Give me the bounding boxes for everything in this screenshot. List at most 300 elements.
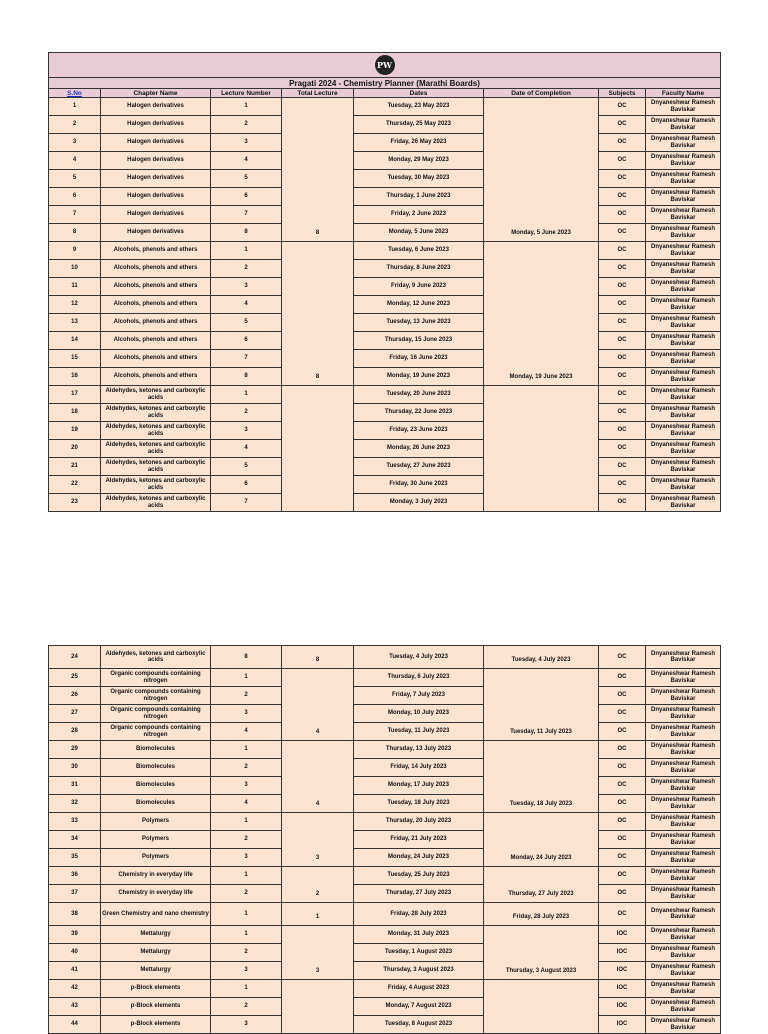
subject-cell: OC: [599, 404, 646, 422]
subject-cell: OC: [599, 777, 646, 795]
sno-cell: 8: [49, 224, 101, 242]
faculty-cell: Dnyaneshwar Ramesh Baviskar: [646, 98, 721, 116]
date-cell: Monday, 31 July 2023: [354, 926, 484, 944]
subject-cell: OC: [599, 669, 646, 687]
pw-logo: PW: [375, 55, 395, 75]
table-row: [49, 705, 721, 723]
sno-cell: 22: [49, 476, 101, 494]
sno-cell: 25: [49, 669, 101, 687]
date-cell: Friday, 21 July 2023: [354, 831, 484, 849]
subject-cell: OC: [599, 242, 646, 260]
sno-cell: 28: [49, 723, 101, 741]
sno-cell: 13: [49, 314, 101, 332]
date-cell: Friday, 9 June 2023: [354, 278, 484, 296]
completion-date-cell: Thursday, 3 August 2023: [484, 926, 599, 980]
chapter-cell: Biomolecules: [101, 795, 211, 813]
subject-cell: OC: [599, 813, 646, 831]
date-cell: Thursday, 25 May 2023: [354, 116, 484, 134]
sno-cell: 15: [49, 350, 101, 368]
date-cell: Friday, 4 August 2023: [354, 980, 484, 998]
completion-date-cell: [484, 386, 599, 512]
sno-cell: 39: [49, 926, 101, 944]
lecture-cell: 4: [211, 795, 282, 813]
lecture-cell: 7: [211, 350, 282, 368]
faculty-cell: Dnyaneshwar Ramesh Baviskar: [646, 1016, 721, 1034]
chapter-cell: Polymers: [101, 813, 211, 831]
table-row: [49, 687, 721, 705]
faculty-cell: Dnyaneshwar Ramesh Baviskar: [646, 759, 721, 777]
completion-date-cell: Monday, 5 June 2023: [484, 98, 599, 242]
date-cell: Monday, 7 August 2023: [354, 998, 484, 1016]
completion-date-cell: Monday, 24 July 2023: [484, 813, 599, 867]
table-row: [49, 152, 721, 170]
lecture-cell: 2: [211, 116, 282, 134]
total-lecture-cell: 3: [282, 813, 354, 867]
sno-cell: 7: [49, 206, 101, 224]
lecture-cell: 1: [211, 926, 282, 944]
faculty-cell: Dnyaneshwar Ramesh Baviskar: [646, 152, 721, 170]
date-cell: Thursday, 22 June 2023: [354, 404, 484, 422]
table-row: [49, 926, 721, 944]
subject-cell: OC: [599, 386, 646, 404]
lecture-cell: 1: [211, 903, 282, 926]
table-row: [49, 332, 721, 350]
chapter-cell: Halogen derivatives: [101, 170, 211, 188]
lecture-cell: 2: [211, 998, 282, 1016]
header-lecture: Lecture Number: [211, 89, 282, 98]
total-lecture-cell: 4: [282, 669, 354, 741]
chapter-cell: Alcohols, phenols and ethers: [101, 296, 211, 314]
sno-cell: 26: [49, 687, 101, 705]
total-lecture-cell: 8: [282, 98, 354, 242]
lecture-cell: 4: [211, 440, 282, 458]
chapter-cell: Biomolecules: [101, 759, 211, 777]
chapter-cell: Chemistry in everyday life: [101, 885, 211, 903]
table-row: [49, 777, 721, 795]
faculty-cell: Dnyaneshwar Ramesh Baviskar: [646, 260, 721, 278]
header-subjects: Subjects: [599, 89, 646, 98]
lecture-cell: 5: [211, 458, 282, 476]
subject-cell: OC: [599, 903, 646, 926]
lecture-cell: 3: [211, 962, 282, 980]
sno-cell: 9: [49, 242, 101, 260]
chapter-cell: Aldehydes, ketones and carboxylic acids: [101, 386, 211, 404]
chapter-cell: Halogen derivatives: [101, 116, 211, 134]
subject-cell: OC: [599, 152, 646, 170]
date-cell: Friday, 7 July 2023: [354, 687, 484, 705]
subject-cell: OC: [599, 885, 646, 903]
date-cell: Thursday, 13 July 2023: [354, 741, 484, 759]
faculty-cell: Dnyaneshwar Ramesh Baviskar: [646, 867, 721, 885]
date-cell: Tuesday, 13 June 2023: [354, 314, 484, 332]
table-row: [49, 813, 721, 831]
date-cell: Thursday, 1 June 2023: [354, 188, 484, 206]
faculty-cell: Dnyaneshwar Ramesh Baviskar: [646, 885, 721, 903]
sno-cell: 41: [49, 962, 101, 980]
table-row: [49, 962, 721, 980]
chapter-cell: p-Block elements: [101, 998, 211, 1016]
chapter-cell: Aldehydes, ketones and carboxylic acids: [101, 422, 211, 440]
date-cell: Monday, 17 July 2023: [354, 777, 484, 795]
total-lecture-cell: 3: [282, 926, 354, 980]
faculty-cell: Dnyaneshwar Ramesh Baviskar: [646, 795, 721, 813]
faculty-cell: Dnyaneshwar Ramesh Baviskar: [646, 494, 721, 512]
faculty-cell: Dnyaneshwar Ramesh Baviskar: [646, 242, 721, 260]
chapter-cell: Mettalurgy: [101, 926, 211, 944]
subject-cell: IOC: [599, 944, 646, 962]
subject-cell: OC: [599, 350, 646, 368]
subject-cell: OC: [599, 494, 646, 512]
table-row: [49, 188, 721, 206]
faculty-cell: Dnyaneshwar Ramesh Baviskar: [646, 278, 721, 296]
table-row: [49, 314, 721, 332]
header-dates: Dates: [354, 89, 484, 98]
table-row: [49, 998, 721, 1016]
sno-cell: 24: [49, 646, 101, 669]
sno-cell: 19: [49, 422, 101, 440]
date-cell: Tuesday, 8 August 2023: [354, 1016, 484, 1034]
chapter-cell: Green Chemistry and nano chemistry: [101, 903, 211, 926]
chapter-cell: Alcohols, phenols and ethers: [101, 332, 211, 350]
planner-table-part-2: [48, 645, 721, 1034]
date-cell: Tuesday, 30 May 2023: [354, 170, 484, 188]
date-cell: Tuesday, 4 July 2023: [354, 646, 484, 669]
subject-cell: OC: [599, 368, 646, 386]
subject-cell: OC: [599, 705, 646, 723]
chapter-cell: Halogen derivatives: [101, 134, 211, 152]
lecture-cell: 2: [211, 944, 282, 962]
sno-cell: 1: [49, 98, 101, 116]
lecture-cell: 5: [211, 314, 282, 332]
date-cell: Friday, 26 May 2023: [354, 134, 484, 152]
subject-cell: OC: [599, 723, 646, 741]
sno-cell: 2: [49, 116, 101, 134]
sno-cell: 10: [49, 260, 101, 278]
total-lecture-cell: 1: [282, 903, 354, 926]
chapter-cell: Aldehydes, ketones and carboxylic acids: [101, 646, 211, 669]
table-row: [49, 885, 721, 903]
lecture-cell: 2: [211, 885, 282, 903]
lecture-cell: 7: [211, 206, 282, 224]
date-cell: Thursday, 15 June 2023: [354, 332, 484, 350]
sno-cell: 44: [49, 1016, 101, 1034]
lecture-cell: 1: [211, 867, 282, 885]
date-cell: Friday, 30 June 2023: [354, 476, 484, 494]
subject-cell: OC: [599, 795, 646, 813]
completion-date-cell: Tuesday, 11 July 2023: [484, 669, 599, 741]
chapter-cell: Alcohols, phenols and ethers: [101, 368, 211, 386]
subject-cell: OC: [599, 98, 646, 116]
table-row: [49, 795, 721, 813]
lecture-cell: 6: [211, 332, 282, 350]
chapter-cell: Alcohols, phenols and ethers: [101, 242, 211, 260]
total-lecture-cell: 2: [282, 867, 354, 903]
total-lecture-cell: 8: [282, 646, 354, 669]
table-row: [49, 260, 721, 278]
sno-cell: 40: [49, 944, 101, 962]
date-cell: Monday, 3 July 2023: [354, 494, 484, 512]
faculty-cell: Dnyaneshwar Ramesh Baviskar: [646, 741, 721, 759]
chapter-cell: Organic compounds containing nitrogen: [101, 669, 211, 687]
header-total: Total Lecture: [282, 89, 354, 98]
subject-cell: OC: [599, 188, 646, 206]
faculty-cell: Dnyaneshwar Ramesh Baviskar: [646, 980, 721, 998]
total-lecture-cell: 8: [282, 242, 354, 386]
subject-cell: OC: [599, 332, 646, 350]
faculty-cell: Dnyaneshwar Ramesh Baviskar: [646, 422, 721, 440]
subject-cell: OC: [599, 170, 646, 188]
sno-cell: 14: [49, 332, 101, 350]
date-cell: Monday, 19 June 2023: [354, 368, 484, 386]
chapter-cell: Organic compounds containing nitrogen: [101, 687, 211, 705]
sno-cell: 12: [49, 296, 101, 314]
table-row: [49, 646, 721, 669]
table-row: [49, 98, 721, 116]
lecture-cell: 1: [211, 98, 282, 116]
table-row: [49, 278, 721, 296]
sno-cell: 18: [49, 404, 101, 422]
table-row: [49, 1016, 721, 1034]
faculty-cell: Dnyaneshwar Ramesh Baviskar: [646, 646, 721, 669]
faculty-cell: Dnyaneshwar Ramesh Baviskar: [646, 332, 721, 350]
date-cell: Friday, 23 June 2023: [354, 422, 484, 440]
date-cell: Tuesday, 23 May 2023: [354, 98, 484, 116]
table-row: [49, 350, 721, 368]
date-cell: Tuesday, 6 June 2023: [354, 242, 484, 260]
table-row: [49, 476, 721, 494]
header-completion: Date of Completion: [484, 89, 599, 98]
faculty-cell: Dnyaneshwar Ramesh Baviskar: [646, 777, 721, 795]
subject-cell: OC: [599, 314, 646, 332]
lecture-cell: 5: [211, 170, 282, 188]
sno-cell: 5: [49, 170, 101, 188]
date-cell: Monday, 5 June 2023: [354, 224, 484, 242]
total-lecture-cell: [282, 980, 354, 1034]
date-cell: Tuesday, 18 July 2023: [354, 795, 484, 813]
table-row: [49, 944, 721, 962]
lecture-cell: 2: [211, 404, 282, 422]
date-cell: Thursday, 6 July 2023: [354, 669, 484, 687]
lecture-cell: 3: [211, 849, 282, 867]
date-cell: Tuesday, 1 August 2023: [354, 944, 484, 962]
lecture-cell: 6: [211, 188, 282, 206]
date-cell: Monday, 24 July 2023: [354, 849, 484, 867]
faculty-cell: Dnyaneshwar Ramesh Baviskar: [646, 687, 721, 705]
table-row: [49, 386, 721, 404]
chapter-cell: p-Block elements: [101, 1016, 211, 1034]
faculty-cell: Dnyaneshwar Ramesh Baviskar: [646, 903, 721, 926]
date-cell: Friday, 2 June 2023: [354, 206, 484, 224]
chapter-cell: Halogen derivatives: [101, 206, 211, 224]
sno-cell: 11: [49, 278, 101, 296]
faculty-cell: Dnyaneshwar Ramesh Baviskar: [646, 831, 721, 849]
table-row: [49, 723, 721, 741]
chapter-cell: Halogen derivatives: [101, 188, 211, 206]
chapter-cell: Aldehydes, ketones and carboxylic acids: [101, 404, 211, 422]
faculty-cell: Dnyaneshwar Ramesh Baviskar: [646, 404, 721, 422]
sno-cell: 31: [49, 777, 101, 795]
subject-cell: OC: [599, 831, 646, 849]
sno-cell: 20: [49, 440, 101, 458]
faculty-cell: Dnyaneshwar Ramesh Baviskar: [646, 926, 721, 944]
lecture-cell: 6: [211, 476, 282, 494]
table-row: [49, 903, 721, 926]
subject-cell: IOC: [599, 980, 646, 998]
chapter-cell: Halogen derivatives: [101, 98, 211, 116]
chapter-cell: Biomolecules: [101, 741, 211, 759]
date-cell: Thursday, 20 July 2023: [354, 813, 484, 831]
table-row: [49, 494, 721, 512]
lecture-cell: 1: [211, 980, 282, 998]
table-row: [49, 849, 721, 867]
subject-cell: OC: [599, 278, 646, 296]
chapter-cell: Mettalurgy: [101, 962, 211, 980]
faculty-cell: Dnyaneshwar Ramesh Baviskar: [646, 170, 721, 188]
lecture-cell: 1: [211, 813, 282, 831]
table-row: [49, 170, 721, 188]
lecture-cell: 2: [211, 759, 282, 777]
sno-cell: 34: [49, 831, 101, 849]
lecture-cell: 1: [211, 741, 282, 759]
logo-cell: [49, 53, 721, 78]
faculty-cell: Dnyaneshwar Ramesh Baviskar: [646, 440, 721, 458]
chapter-cell: Halogen derivatives: [101, 152, 211, 170]
chapter-cell: Alcohols, phenols and ethers: [101, 260, 211, 278]
chapter-cell: Mettalurgy: [101, 944, 211, 962]
lecture-cell: 3: [211, 422, 282, 440]
date-cell: Monday, 10 July 2023: [354, 705, 484, 723]
sno-cell: 32: [49, 795, 101, 813]
chapter-cell: Alcohols, phenols and ethers: [101, 350, 211, 368]
subject-cell: OC: [599, 687, 646, 705]
subject-cell: OC: [599, 849, 646, 867]
date-cell: Monday, 26 June 2023: [354, 440, 484, 458]
table-row: [49, 242, 721, 260]
date-cell: Monday, 29 May 2023: [354, 152, 484, 170]
faculty-cell: Dnyaneshwar Ramesh Baviskar: [646, 206, 721, 224]
table-row: [49, 116, 721, 134]
completion-date-cell: Monday, 19 June 2023: [484, 242, 599, 386]
date-cell: Friday, 28 July 2023: [354, 903, 484, 926]
lecture-cell: 3: [211, 705, 282, 723]
sno-cell: 38: [49, 903, 101, 926]
sno-cell: 42: [49, 980, 101, 998]
faculty-cell: Dnyaneshwar Ramesh Baviskar: [646, 224, 721, 242]
sno-cell: 37: [49, 885, 101, 903]
lecture-cell: 8: [211, 646, 282, 669]
date-cell: Tuesday, 25 July 2023: [354, 867, 484, 885]
sno-cell: 21: [49, 458, 101, 476]
sno-cell: 4: [49, 152, 101, 170]
faculty-cell: Dnyaneshwar Ramesh Baviskar: [646, 296, 721, 314]
lecture-cell: 8: [211, 224, 282, 242]
planner-table-part-1: [48, 52, 721, 512]
subject-cell: IOC: [599, 962, 646, 980]
sno-cell: 27: [49, 705, 101, 723]
chapter-cell: Aldehydes, ketones and carboxylic acids: [101, 440, 211, 458]
header-chapter: Chapter Name: [101, 89, 211, 98]
subject-cell: OC: [599, 759, 646, 777]
chapter-cell: Alcohols, phenols and ethers: [101, 278, 211, 296]
subject-cell: OC: [599, 867, 646, 885]
completion-date-cell: Tuesday, 18 July 2023: [484, 741, 599, 813]
sno-cell: 3: [49, 134, 101, 152]
date-cell: Friday, 14 July 2023: [354, 759, 484, 777]
subject-cell: OC: [599, 440, 646, 458]
faculty-cell: Dnyaneshwar Ramesh Baviskar: [646, 723, 721, 741]
faculty-cell: Dnyaneshwar Ramesh Baviskar: [646, 350, 721, 368]
chapter-cell: Aldehydes, ketones and carboxylic acids: [101, 476, 211, 494]
chapter-cell: Biomolecules: [101, 777, 211, 795]
table-row: [49, 440, 721, 458]
subject-cell: IOC: [599, 998, 646, 1016]
date-cell: Thursday, 3 August 2023: [354, 962, 484, 980]
faculty-cell: Dnyaneshwar Ramesh Baviskar: [646, 386, 721, 404]
sno-cell: 17: [49, 386, 101, 404]
chapter-cell: Aldehydes, ketones and carboxylic acids: [101, 494, 211, 512]
chapter-cell: Alcohols, phenols and ethers: [101, 314, 211, 332]
table-row: [49, 741, 721, 759]
sno-cell: 6: [49, 188, 101, 206]
subject-cell: OC: [599, 134, 646, 152]
table-row: [49, 206, 721, 224]
lecture-cell: 8: [211, 368, 282, 386]
sno-cell: 16: [49, 368, 101, 386]
completion-date-cell: Tuesday, 4 July 2023: [484, 646, 599, 669]
lecture-cell: 3: [211, 134, 282, 152]
sno-cell: 29: [49, 741, 101, 759]
chapter-cell: p-Block elements: [101, 980, 211, 998]
chapter-cell: Halogen derivatives: [101, 224, 211, 242]
sno-cell: 23: [49, 494, 101, 512]
faculty-cell: Dnyaneshwar Ramesh Baviskar: [646, 813, 721, 831]
lecture-cell: 4: [211, 296, 282, 314]
faculty-cell: Dnyaneshwar Ramesh Baviskar: [646, 944, 721, 962]
completion-date-cell: Friday, 28 July 2023: [484, 903, 599, 926]
table-row: [49, 458, 721, 476]
table-row: [49, 134, 721, 152]
subject-cell: OC: [599, 206, 646, 224]
date-cell: Tuesday, 27 June 2023: [354, 458, 484, 476]
faculty-cell: Dnyaneshwar Ramesh Baviskar: [646, 962, 721, 980]
table-row: [49, 980, 721, 998]
sno-cell: 43: [49, 998, 101, 1016]
date-cell: Friday, 16 June 2023: [354, 350, 484, 368]
chapter-cell: Polymers: [101, 831, 211, 849]
faculty-cell: Dnyaneshwar Ramesh Baviskar: [646, 134, 721, 152]
lecture-cell: 2: [211, 831, 282, 849]
date-cell: Monday, 12 June 2023: [354, 296, 484, 314]
table-row: [49, 831, 721, 849]
date-cell: Thursday, 27 July 2023: [354, 885, 484, 903]
date-cell: Thursday, 8 June 2023: [354, 260, 484, 278]
faculty-cell: Dnyaneshwar Ramesh Baviskar: [646, 188, 721, 206]
lecture-cell: 2: [211, 260, 282, 278]
faculty-cell: Dnyaneshwar Ramesh Baviskar: [646, 368, 721, 386]
chapter-cell: Organic compounds containing nitrogen: [101, 705, 211, 723]
lecture-cell: 4: [211, 152, 282, 170]
header-sno[interactable]: S.No: [49, 89, 101, 98]
faculty-cell: Dnyaneshwar Ramesh Baviskar: [646, 314, 721, 332]
sno-cell: 35: [49, 849, 101, 867]
subject-cell: OC: [599, 224, 646, 242]
faculty-cell: Dnyaneshwar Ramesh Baviskar: [646, 458, 721, 476]
lecture-cell: 7: [211, 494, 282, 512]
planner-title: Pragati 2024 - Chemistry Planner (Marathi Boards): [49, 78, 721, 89]
table-row: [49, 224, 721, 242]
subject-cell: OC: [599, 116, 646, 134]
table-row: [49, 368, 721, 386]
